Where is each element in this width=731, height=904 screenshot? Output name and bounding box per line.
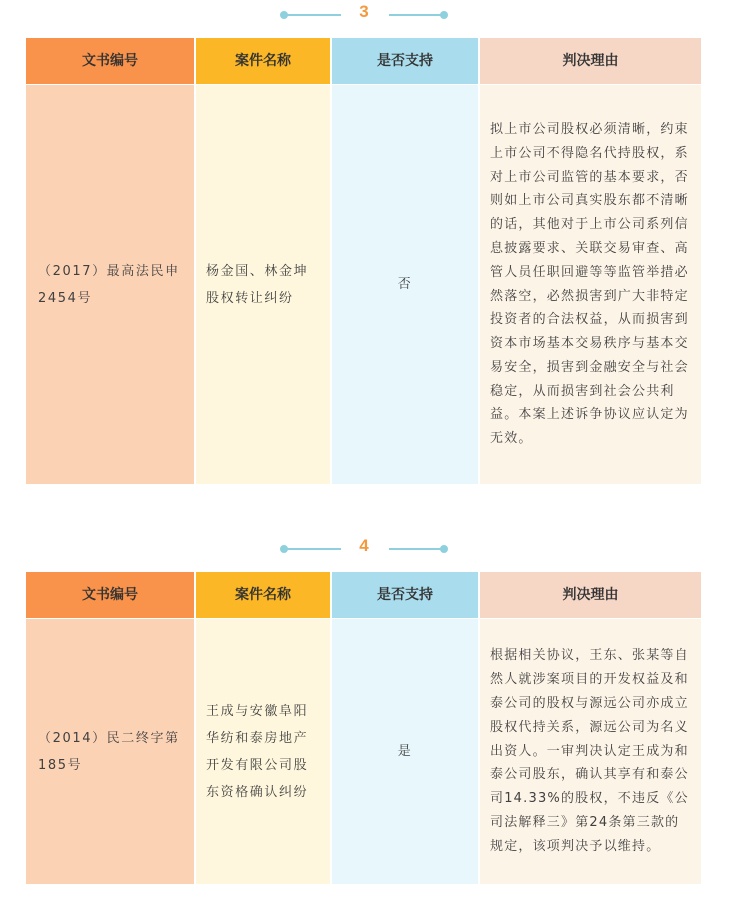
divider-dot-right [440, 11, 448, 19]
cell-doc-no [26, 85, 194, 484]
section-number: 4 [359, 536, 369, 555]
divider-dot-right [440, 545, 448, 553]
doc-no-text: （2017）最高法民申2454号 [38, 263, 180, 306]
header-doc-no: 文书编号 [26, 38, 194, 84]
divider-line-left [283, 14, 341, 16]
divider-line-right [389, 14, 447, 16]
cell-case-name [196, 85, 330, 484]
doc-no-text: （2014）民二终字第185号 [38, 730, 180, 773]
reason-text: 根据相关协议，王东、张某等自然人就涉案项目的开发权益及和泰公司的股权与源远公司亦成立股权代持关系，源远公司为名义出资人。一审判决认定王成为和泰公司股东，确认其享有和泰公司14.33%的股权，不违反《公司法解释三》第24条第三款的规定，该项判决予以维持。 [490, 648, 689, 854]
cell-supported [332, 619, 478, 884]
cell-reason [480, 619, 701, 884]
case-table [26, 38, 701, 484]
section-number: 3 [359, 2, 369, 21]
header-reason: 判决理由 [480, 572, 701, 618]
cell-supported [332, 85, 478, 484]
case-name-text: 王成与安徽阜阳华纺和泰房地产开发有限公司股东资格确认纠纷 [206, 703, 309, 800]
divider-line-right [389, 548, 447, 550]
header-supported: 是否支持 [332, 38, 478, 84]
case-name-text: 杨金国、林金坤股权转让纠纷 [206, 263, 309, 306]
supported-text: 是 [397, 744, 413, 759]
divider-line-left [283, 548, 341, 550]
cell-reason [480, 85, 701, 484]
header-reason: 判决理由 [480, 38, 701, 84]
supported-text: 否 [397, 277, 413, 292]
header-supported: 是否支持 [332, 572, 478, 618]
case-table [26, 572, 701, 884]
cell-doc-no [26, 619, 194, 884]
header-doc-no: 文书编号 [26, 572, 194, 618]
section-divider [0, 0, 731, 30]
header-case-name: 案件名称 [196, 38, 330, 84]
reason-text: 拟上市公司股权必须清晰，约束上市公司不得隐名代持股权，系对上市公司监管的基本要求，否则如上市公司真实股东都不清晰的话，其他对于上市公司系列信息披露要求、关联交易审查、高管人员任职回避等等监管举措必然落空，必然损害到广大非特定投资者的合法权益，从而损害到资本市场基本交易秩序与基本交易安全，损害到金融安全与社会稳定，从而损害到社会公共利益。本案上述诉争协议应认定为无效。 [490, 121, 689, 447]
header-case-name: 案件名称 [196, 572, 330, 618]
cell-case-name [196, 619, 330, 884]
section-divider [0, 534, 731, 564]
